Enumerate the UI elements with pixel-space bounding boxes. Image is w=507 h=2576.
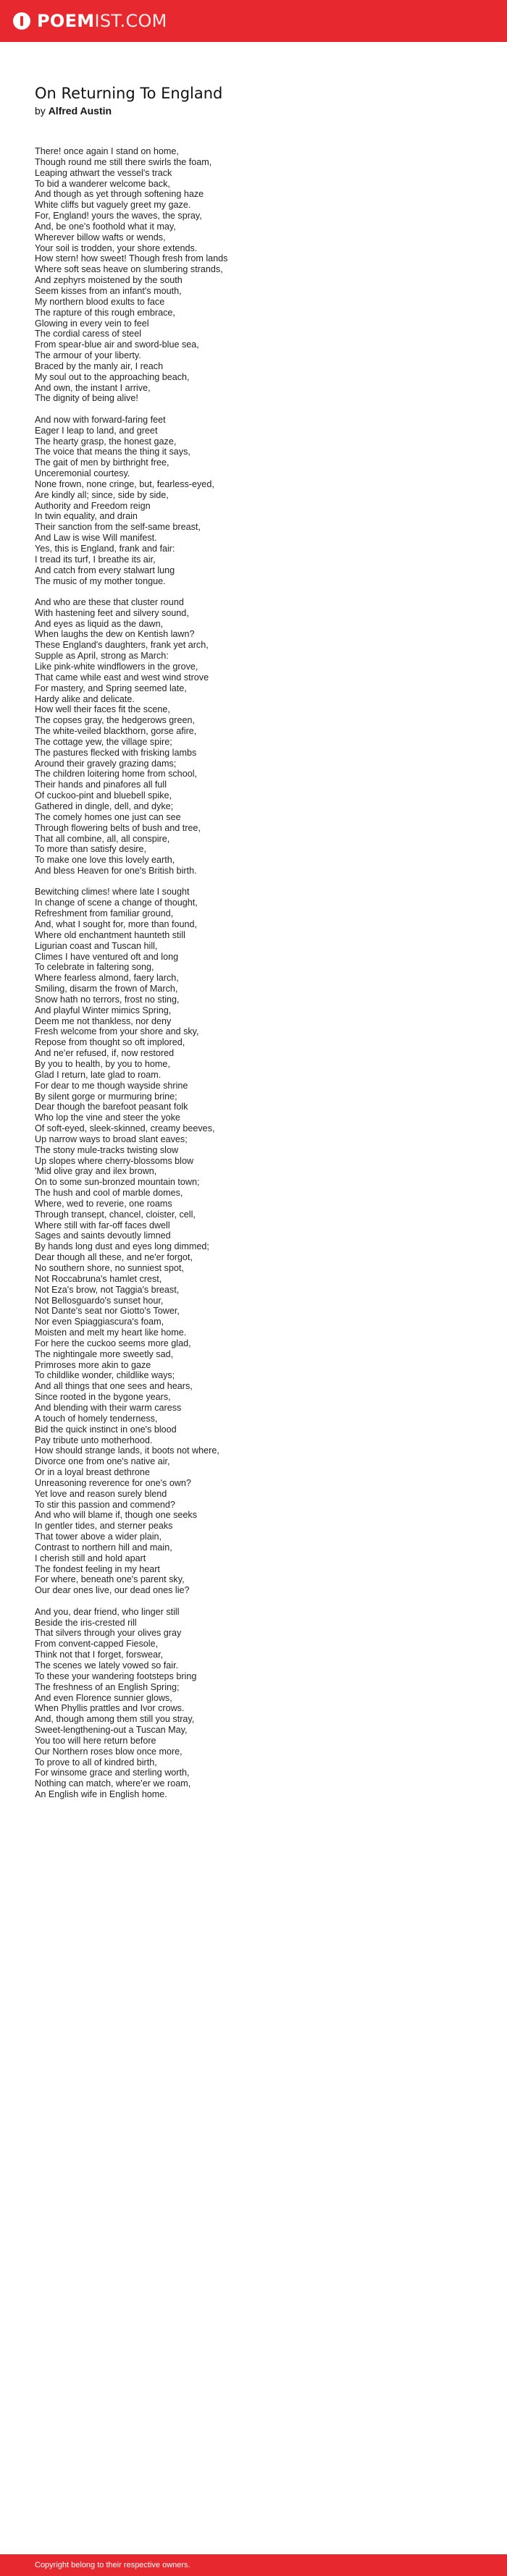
poem-line: Who lop the vine and steer the yoke [35, 1112, 180, 1123]
poem-line: And now with forward-faring feet [35, 414, 166, 425]
poem-line: Eager I leap to land, and greet [35, 425, 158, 436]
poem-line: That came while east and west wind strove [35, 672, 209, 683]
poem-line: Through flowering belts of bush and tree, [35, 822, 201, 833]
poem-line: And Law is wise Will manifest. [35, 533, 157, 544]
poem-line: Up narrow ways to broad slant eaves; [35, 1133, 188, 1144]
poem-line: Where soft seas heave on slumbering strands, [35, 264, 223, 275]
poem-line: Supple as April, strong as March: [35, 651, 169, 662]
poem-line: And blending with their warm caress [35, 1402, 182, 1413]
poem-line: Beside the iris-crested rill [35, 1617, 137, 1628]
poem-line: Yet love and reason surely blend [35, 1488, 167, 1499]
poem-line: Up slopes where cherry-blossoms blow [35, 1155, 194, 1166]
poem-line: How stern! how sweet! Though fresh from lands [35, 253, 228, 264]
poem-title: On Returning To England [35, 85, 223, 102]
poem-line: To make one love this lovely earth, [35, 855, 175, 866]
poem-line: In twin equality, and drain [35, 511, 138, 522]
poem-content [35, 84, 469, 1811]
poem-line: The children loitering home from school, [35, 769, 197, 780]
poem-line: That tower above a wider plain, [35, 1532, 162, 1542]
poem-line: The comely homes one just can see [35, 811, 181, 822]
poem-line: For, England! yours the waves, the spray, [35, 211, 202, 221]
poem-line: To these your wandering footsteps bring [35, 1671, 197, 1681]
poem-line: Their sanction from the self-same breast, [35, 522, 201, 533]
poem-line: That all combine, all, all conspire, [35, 833, 170, 844]
poem-line: For here the cuckoo seems more glad, [35, 1338, 191, 1348]
poem-line: The rapture of this rough embrace, [35, 307, 175, 318]
poem-line: Refreshment from familiar ground, [35, 908, 174, 919]
logo-bold-text: POEM [37, 11, 95, 31]
poem-line: I tread its turf, I breathe its air, [35, 554, 156, 565]
poem-line: Glowing in every vein to feel [35, 318, 149, 329]
poem-line: The gait of men by birthright free, [35, 457, 169, 468]
poem-line: My northern blood exults to face [35, 296, 165, 307]
poem-line: For where, beneath one's parent sky, [35, 1574, 185, 1585]
poem-line: And own, the instant I arrive, [35, 382, 151, 393]
poem-line: And eyes as liquid as the dawn, [35, 618, 164, 629]
poem-line: Divorce one from one's native air, [35, 1456, 170, 1467]
poem-line: Unceremonial courtesy. [35, 468, 130, 479]
poem-line: Unreasoning reverence for one's own? [35, 1477, 191, 1488]
poem-line: Deem me not thankless, nor deny [35, 1015, 172, 1026]
poem-line: And catch from every stalwart lung [35, 565, 175, 575]
poem-line: Of soft-eyed, sleek-skinned, creamy beeves, [35, 1123, 215, 1134]
byline-prefix: by [35, 105, 46, 117]
poem-line: Since rooted in the bygone years, [35, 1392, 171, 1403]
poem-line: The nightingale more sweetly sad, [35, 1348, 174, 1359]
poem-line: These England's daughters, frank yet arch, [35, 640, 209, 651]
poem-line: Not Bellosguardo's sunset hour, [35, 1295, 164, 1306]
poem-line: The hush and cool of marble domes, [35, 1188, 183, 1199]
poem-line: By hands long dust and eyes long dimmed; [35, 1241, 209, 1252]
poem-line: And, be one's foothold what it may, [35, 221, 176, 232]
poem-line: White cliffs but vaguely greet my gaze. [35, 200, 191, 211]
poem-line: In change of scene a change of thought, [35, 898, 198, 908]
poem-line: Where, wed to reverie, one roams [35, 1198, 172, 1209]
poem-line: Nor even Spiaggiascura's foam, [35, 1317, 164, 1327]
poem-body [35, 146, 469, 1800]
poem-line: Pay tribute unto motherhood. [35, 1435, 153, 1445]
poem-line: Glad I return, late glad to roam. [35, 1069, 162, 1080]
poem-line: Think not that I forget, forswear, [35, 1650, 164, 1660]
byline [35, 104, 469, 117]
poem-line: Dear though all these, and ne'er forgot, [35, 1252, 193, 1263]
poem-line: 'Mid olive gray and ilex brown, [35, 1166, 157, 1177]
poem-line: Where still with far-off faces dwell [35, 1220, 170, 1230]
poem-line: Dear though the barefoot peasant folk [35, 1102, 188, 1112]
poem-line: The armour of your liberty. [35, 350, 141, 361]
poem-line: Climes I have ventured oft and long [35, 951, 179, 962]
poem-line: Bewitching climes! where late I sought [35, 887, 190, 898]
poem-line: Snow hath no terrors, frost no sting, [35, 994, 180, 1005]
logo-light-text: IST.COM [94, 11, 167, 31]
poem-line: How well their faces fit the scene, [35, 704, 170, 715]
poem-line: Nothing can match, where'er we roam, [35, 1778, 191, 1789]
poem-line: For mastery, and Spring seemed late, [35, 683, 187, 693]
poem-line: The white-veiled blackthorn, gorse afire, [35, 726, 197, 737]
poem-line: Moisten and melt my heart like home. [35, 1327, 187, 1338]
poem-line: From convent-capped Fiesole, [35, 1639, 159, 1650]
poem-line: Through transept, chancel, cloister, cell, [35, 1209, 196, 1220]
poem-line: And all things that one sees and hears, [35, 1381, 193, 1392]
poem-line: For dear to me though wayside shrine [35, 1080, 188, 1091]
poem-line: A touch of homely tenderness, [35, 1413, 158, 1424]
poem-line: Sweet-lengthening-out a Tuscan May, [35, 1725, 188, 1736]
poem-line: Our Northern roses blow once more, [35, 1746, 183, 1757]
poem-line: To prove to all of kindred birth, [35, 1757, 157, 1768]
poem-line: And ne'er refused, if, now restored [35, 1048, 175, 1059]
poem-line: And zephyrs moistened by the south [35, 275, 183, 286]
poem-line: The pastures flecked with frisking lambs [35, 747, 197, 758]
poem-stanza [35, 887, 469, 1596]
poem-line: And who will blame if, though one seeks [35, 1510, 198, 1521]
poem-line: To celebrate in faltering song, [35, 962, 154, 973]
poem-line: And bless Heaven for one's British birth. [35, 866, 197, 877]
poem-line: And, what I sought for, more than found, [35, 919, 198, 929]
poem-line: The cottage yew, the village spire; [35, 736, 172, 747]
poem-line: An English wife in English home. [35, 1789, 167, 1800]
poem-line: Where old enchantment haunteth still [35, 929, 185, 940]
poem-line: From spear-blue air and sword-blue sea, [35, 339, 199, 350]
poem-line: Seem kisses from an infant's mouth, [35, 285, 182, 296]
poem-line: And, though among them still you stray, [35, 1714, 195, 1725]
poem-line: Not Eza's brow, not Taggia's breast, [35, 1284, 180, 1295]
copyright-text: Copyright belong to their respective owners. [35, 2561, 190, 2569]
poem-line: Not Dante's seat nor Giotto's Tower, [35, 1306, 180, 1317]
poem-line: To childlike wonder, childlike ways; [35, 1370, 175, 1381]
poem-line: Fresh welcome from your shore and sky, [35, 1026, 199, 1037]
poem-line: In gentler tides, and sterner peaks [35, 1521, 173, 1532]
poem-line: Bid the quick instinct in one's blood [35, 1424, 177, 1435]
poem-stanza [35, 146, 469, 404]
poem-line: Where fearless almond, faery larch, [35, 973, 179, 984]
poem-line: Your soil is trodden, your shore extends. [35, 242, 198, 253]
poem-line: The voice that means the thing it says, [35, 447, 190, 457]
poem-line: To more than satisfy desire, [35, 844, 146, 855]
poem-line: And even Florence sunnier glows, [35, 1692, 172, 1703]
poem-line: Hardy alike and delicate. [35, 693, 135, 704]
poem-line: Sages and saints devoutly limned [35, 1230, 171, 1241]
poem-line: And playful Winter mimics Spring, [35, 1005, 172, 1015]
poem-line: Braced by the manly air, I reach [35, 360, 164, 371]
poem-line: The dignity of being alive! [35, 393, 138, 404]
poem-line: Repose from thought so oft implored, [35, 1037, 185, 1048]
poem-line: Around their gravely grazing dams; [35, 758, 177, 769]
poem-line: Authority and Freedom reign [35, 500, 151, 511]
poem-line: None frown, none cringe, but, fearless-eyed, [35, 478, 214, 489]
poem-line: When Phyllis prattles and Ivor crows. [35, 1703, 185, 1714]
site-footer [0, 2554, 507, 2576]
poem-line: How should strange lands, it boots not where, [35, 1445, 219, 1456]
poem-line: The music of my mother tongue. [35, 575, 166, 586]
poem-line: With hastening feet and silvery sound, [35, 607, 189, 618]
site-header [0, 0, 507, 42]
poem-line: Smiling, disarm the frown of March, [35, 984, 178, 994]
poem-line: By silent gorge or murmuring brine; [35, 1091, 177, 1102]
poem-line: Primroses more akin to gaze [35, 1359, 151, 1370]
poem-line: The cordial caress of steel [35, 329, 141, 339]
poem-line: Of cuckoo-pint and bluebell spike, [35, 790, 172, 801]
poem-line: The stony mule-tracks twisting slow [35, 1144, 179, 1155]
poem-line: There! once again I stand on home, [35, 146, 179, 156]
poem-stanza [35, 415, 469, 587]
poem-line: Like pink-white windflowers in the grove, [35, 662, 198, 672]
poem-line: The fondest feeling in my heart [35, 1563, 160, 1574]
poem-line: No southern shore, no sunniest spot, [35, 1263, 184, 1273]
poem-line: Wherever billow wafts or wends, [35, 232, 166, 242]
poem-line: Gathered in dingle, dell, and dyke; [35, 801, 174, 811]
poem-line: Ligurian coast and Tuscan hill, [35, 940, 158, 951]
poem-line: The freshness of an English Spring; [35, 1681, 180, 1692]
poem-line: To bid a wanderer welcome back, [35, 178, 170, 189]
poem-line: Contrast to northern hill and main, [35, 1542, 172, 1553]
poem-line: Though round me still there swirls the foam, [35, 156, 212, 167]
poem-line: Leaping athwart the vessel's track [35, 167, 172, 178]
poem-line: On to some sun-bronzed mountain town; [35, 1177, 200, 1188]
poem-line: The hearty grasp, the honest gaze, [35, 436, 177, 447]
author-name: Alfred Austin [48, 105, 112, 117]
site-logo[interactable] [37, 12, 167, 30]
poem-line: I cherish still and hold apart [35, 1553, 146, 1563]
poem-line: That silvers through your olives gray [35, 1628, 182, 1639]
poem-line: Not Roccabruna's hamlet crest, [35, 1273, 162, 1284]
poem-line: For winsome grace and sterling worth, [35, 1768, 190, 1778]
poem-line: Are kindly all; since, side by side, [35, 489, 169, 500]
poem-line: When laughs the dew on Kentish lawn? [35, 629, 195, 640]
poemist-logo-icon[interactable] [13, 12, 30, 30]
poem-line: And though as yet through softening haze [35, 189, 204, 200]
poem-line: My soul out to the approaching beach, [35, 371, 190, 382]
poem-line: The scenes we lately vowed so fair. [35, 1660, 179, 1671]
poem-line: Or in a loyal breast dethrone [35, 1467, 150, 1478]
poem-line: Their hands and pinafores all full [35, 780, 167, 790]
poem-stanza [35, 597, 469, 877]
poem-line: By you to health, by you to home, [35, 1058, 170, 1069]
poem-line: To stir this passion and commend? [35, 1499, 175, 1510]
poem-line: And who are these that cluster round [35, 596, 184, 607]
poem-line: Yes, this is England, frank and fair: [35, 543, 175, 554]
poem-line: And you, dear friend, who linger still [35, 1606, 180, 1617]
poem-line: You too will here return before [35, 1735, 156, 1746]
poem-line: Our dear ones live, our dead ones lie? [35, 1585, 190, 1596]
poem-line: The copses gray, the hedgerows green, [35, 715, 195, 726]
poem-stanza [35, 1607, 469, 1800]
